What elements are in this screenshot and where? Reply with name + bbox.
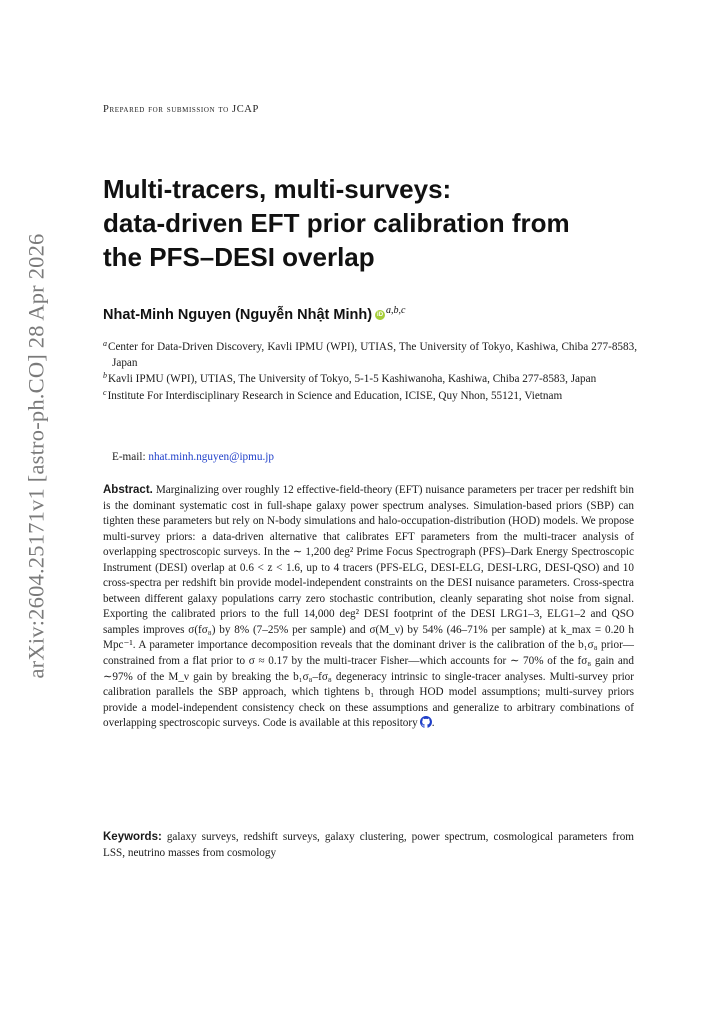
github-icon[interactable] [420, 716, 432, 728]
abstract-label: Abstract. [103, 484, 153, 496]
email-line [112, 451, 274, 463]
author-line [103, 304, 406, 323]
affiliation-label: a [103, 339, 107, 348]
arxiv-stamp [14, 233, 58, 679]
email-label: E-mail: [112, 451, 146, 463]
affiliation-label: b [103, 371, 107, 380]
affiliations [103, 340, 637, 405]
keywords-text: galaxy surveys, redshift surveys, galaxy clustering, power spectrum, cosmological parameters from LSS, neutrino masses from cosmology [103, 831, 634, 859]
submission-note: Prepared for submission to JCAP [103, 104, 259, 115]
affiliation-item [103, 389, 637, 405]
author-affiliation-marks: a,b,c [386, 304, 406, 316]
abstract [103, 483, 634, 732]
paper-title [103, 172, 643, 274]
affiliation-text: Institute For Interdisciplinary Research in Science and Education, ICISE, Quy Nhon, 55121, Vietnam [107, 389, 563, 402]
arxiv-id[interactable]: arXiv:2604.25171v1 [astro-ph.CO] 28 Apr 2026 [23, 233, 49, 679]
abstract-end: . [431, 717, 435, 730]
title-line: Multi-tracers, multi-surveys: [103, 174, 452, 204]
affiliation-text: Center for Data-Driven Discovery, Kavli IPMU (WPI), UTIAS, The University of Tokyo, Kashiwa, Chiba 277-8583, Japan [108, 341, 637, 369]
orcid-icon[interactable]: iD [377, 312, 384, 318]
keywords [103, 830, 634, 861]
email-link[interactable]: nhat.minh.nguyen@ipmu.jp [148, 451, 274, 463]
keywords-label: Keywords: [103, 831, 162, 843]
affiliation-item [103, 372, 637, 388]
affiliation-text: Kavli IPMU (WPI), UTIAS, The University of Tokyo, 5-1-5 Kashiwanoha, Kashiwa, Chiba 277-8583, Japan [108, 373, 597, 385]
abstract-text: Marginalizing over roughly 12 effective-field-theory (EFT) nuisance parameters per tracer per redshift bin is the dominant systematic cost in full-shape galaxy power spectrum analyses. Simulation-based priors (SBP) can tighten these parameters but rely on N-body simulations and halo-occupation-distribution (HOD) models. We propose multi-survey priors: a data-driven alternative that calibrates EFT parameters from the multi-tracer analysis of overlapping spectroscopic surveys. In the ∼ 1,200 deg² Prime Focus Spectrograph (PFS)–Dark Energy Spectroscopic Instrument (DESI) overlap at 0.6 < z < 1.6, up to 4 tracers (PFS-ELG, DESI-ELG, DESI-LRG, DESI-QSO) and 10 cross-spectra per redshift bin provide model-independent constraints on the DESI nuisance parameters. Cross-spectra between different galaxy populations carry zero stochastic contribution, cleanly separating shot noise from signal. Exporting the calibrated priors to the full 14,000 deg² DESI footprint of the DESI LRG1–3, ELG1–2 and QSO samples improves σ(fσ₈) by 8% (7–25% per sample) and σ(M_ν) by 54% (46–71% per sample) at k_max = 0.20 h Mpc⁻¹. A parameter importance decomposition reveals that the dominant driver is the calibration of the b₁σ₈ prior—constrained from a flat prior to σ ≈ 0.17 by the multi-tracer Fisher—which accounts for ∼ 70% of the fσ₈ gain and ∼97% of the M_ν gain by breaking the b₁σ₈–fσ₈ degeneracy intrinsic to single-tracer analyses. Multi-survey prior calibration parallels the SBP approach, which tightens b₁ through HOD model assumptions; multi-survey priors provide a model-independent consistency check on these assumptions and generalize to arbitrary combinations of overlapping spectroscopic surveys. Code is available at this repository [103, 484, 634, 730]
title-line: data-driven EFT prior calibration from [103, 208, 570, 238]
title-line: the PFS–DESI overlap [103, 242, 375, 272]
affiliation-item [103, 340, 637, 371]
affiliation-label: c [103, 387, 107, 397]
author-name: Nhat-Minh Nguyen (Nguyễn Nhật Minh) [103, 307, 373, 323]
